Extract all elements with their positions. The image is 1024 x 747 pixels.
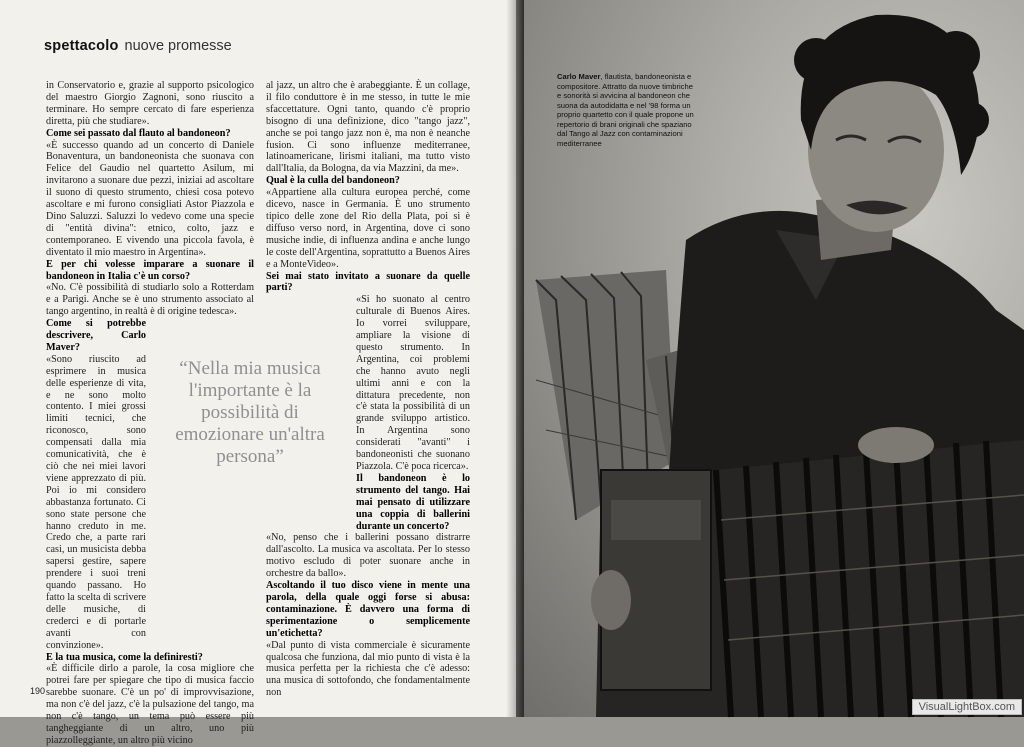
caption-text: , flautista, bandoneonista e compositore. Attratto da nuove timbriche e sonorità si avvicina al bandoneon che suona da autodidatta e nel '98 forma un proprio quartetto con il quale propone un repertorio di brani originali che spaziano dal Tango al Jazz con contaminazioni mediterranee [557, 72, 694, 148]
paragraph: al jazz, un altro che è arabeggiante. È un collage, il filo conduttore è in me stesso, in tutte le mie sfaccettature. Ogni tanto, quando c'è proprio bisogno di una definizione, dico "tango jazz", anche se poi tango jazz non è, ma non è neanche fusion. Ci sono influenze mediterranee, latinoamericane, lirismi italiani, ma tutto visto dall'Italia, da Bologna, da via Mazzini, da me». [266, 80, 470, 175]
question: Come sei passato dal flauto al bandoneon? [46, 127, 231, 139]
section-subtitle: nuove promesse [124, 38, 232, 54]
answer: «Dal punto di vista commerciale è sicuramente qualcosa che funziona, dal mio punto di vista è la musica perfetta per la richiesta che c'è adesso: una musica di sottofondo, che fondamentalmente non [266, 639, 470, 699]
section-title: spettacolo [44, 38, 119, 54]
answer: «È successo quando ad un concerto di Daniele Bonaventura, un bandoneonista che suonava con Felice del Gaudio nel quartetto Asilum, mi invitarono a suonare due pezzi, iniziai ad ascoltare il suono di questo strumento, chiesi cosa potevo ascoltare e mi furono consigliati Astor Piazzola e Dino Saluzzi. Saluzzi lo vedevo come una specie di "entità divina": etnico, colto, jazz e contemporaneo. E vivendo una piccola favola, è diventato il mio maestro in Argentina». [46, 139, 254, 258]
answer: «No, penso che i ballerini possano distrarre dall'ascolto. La musica va ascoltata. Per lo stesso motivo escludo di poter suonare anche in orchestre da ballo». [266, 532, 470, 580]
paragraph: in Conservatorio e, grazie al supporto psicologico del maestro Giorgio Zagnoni, sono riuscito a terminare. Ho sempre cercato di fare esperienza diretta, più che studiare». [46, 80, 254, 127]
question: Il bandoneon è lo strumento del tango. Hai mai pensato di utilizzare una coppia di ballerini durante un concerto? [356, 472, 470, 532]
question: Come si potrebbe descrivere, Carlo Maver? [46, 318, 146, 353]
answer: «No. C'è possibilità di studiarlo solo a Rotterdam e a Parigi. Anche se è uno strumento associato al tango argentino, in realtà è di origine tedesca». [46, 282, 254, 318]
watermark: VisualLightBox.com [912, 699, 1022, 715]
question: E la tua musica, come la definiresti? [46, 651, 203, 663]
section-header [44, 38, 232, 54]
question: E per chi volesse imparare a suonare il bandoneon in Italia c'è un corso? [46, 258, 254, 282]
answer: «Si ho suonato al centro culturale di Buenos Aires. Io vorrei sviluppare, ampliare la visione di questo strumento. In Argentina, coi problemi che hanno avuto negli ultimi anni e con la dittatura precedente, non c'è stata la possibilità di un grande sviluppo artistico. In Argentina sono considerati "avanti" i bandoneonisti che suonano Piazzola. C'è poca ricerca». [356, 294, 470, 472]
answer: «È difficile dirlo a parole, la cosa migliore che potrei fare per spiegare che tipo di musica faccio sarebbe suonare. C'è un po' di improvvisazione, ma non c'è del jazz, c'è la pulsazione del tango, ma non c'è tango, un tema può essere più tangheggiante di un altro, uno più piazzolleggiante, un altro più vicino [46, 663, 254, 746]
right-page [516, 0, 1024, 717]
page-gutter [506, 0, 524, 717]
page-number: 190 [30, 686, 46, 696]
pull-quote: “Nella mia musica l'importante è la possibilità di emozionare un'altra persona” [175, 358, 325, 467]
bandoneon-instrument [596, 440, 1024, 717]
answer: «Sono riuscito ad esprimere in musica delle esperienze di vita, e ne sono molto contento. I miei grossi limiti tecnici, che riconosco, sono compensati dalla mia comunicatività, che è ciò che nei miei lavori viene apprezzato di più. Poi io mi considero abbastanza fortunato. Ci sono state persone che hanno creduto in me. Credo che, a parte rari casi, un musicista debba sapersi gestire, sapere prendere i suoi treni quando passano. Ho fatto la scelta di scrivere delle musiche, di crederci e di portarle avanti con convinzione». [46, 353, 146, 651]
question: Ascoltando il tuo disco viene in mente una parola, della quale oggi forse si abusa: contaminazione. È davvero una forma di sperimentazione o semplicemente un'etichetta? [266, 580, 470, 639]
question: Sei mai stato invitato a suonare da quelle parti? [266, 270, 470, 294]
question: Qual è la culla del bandoneon? [266, 175, 400, 187]
photo-caption [557, 72, 697, 148]
answer: «Appartiene alla cultura europea perché, come dicevo, nasce in Germania. È uno strumento tipico delle zone del Rio della Plata, poi si è diffuso verso nord, in Argentina, dove ci sono musiche indie, di influenza andina e anche lungo le coste dell'Argentina, soprattutto a Buenos Aires e a MonteVideo». [266, 187, 470, 270]
caption-name: Carlo Maver [557, 72, 601, 81]
